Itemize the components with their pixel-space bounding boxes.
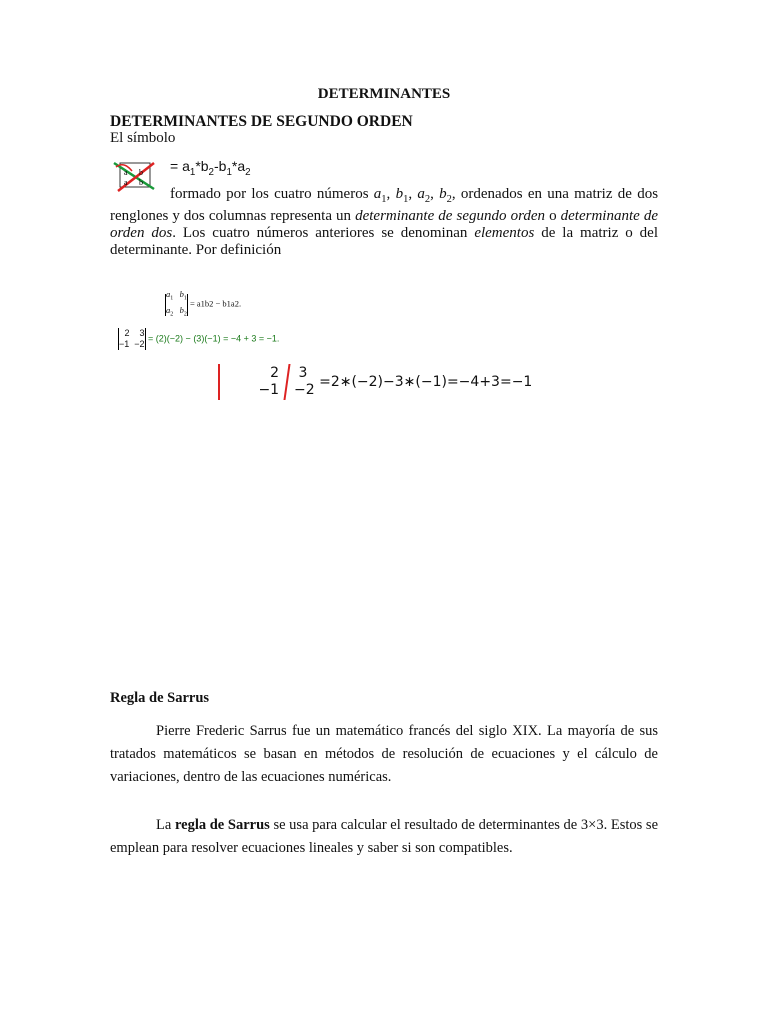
example-small: 2 3 −1 −2 = (2)(−2) − (3)(−1) = −4 + 3 = −1. <box>119 328 280 349</box>
para-bold: regla de Sarrus <box>174 817 270 833</box>
svg-text:b: b <box>139 178 143 187</box>
intro-text: El símbolo <box>110 130 176 146</box>
example-big: 2 −1 3 −2 =2∗(−2)−3∗(−1)=−4+3=−1 <box>218 364 532 400</box>
page-title: DETERMINANTES <box>317 86 451 102</box>
section-heading-sarrus: Regla de Sarrus <box>110 690 210 706</box>
paragraph-definition: formado por los cuatro números $a_1$, $b_1$, $a_2$, $b_2$, ordenados en una matriz de dos renglones y dos columnas representa un determinante de segundo orden o determinante de orden dos. Los cuatro números anteriores se denominan elementos de la matriz o del determinante. Por definición <box>110 186 659 258</box>
para-emphasis: determinante de orden dos <box>110 208 658 241</box>
definition-formula: $a_1$ $b_1$ $a_2$ $b_2 = a1b2 - b1a2$. <box>166 289 242 318</box>
svg-text:a: a <box>124 178 128 187</box>
para-emphasis: elementos <box>474 225 535 241</box>
section-heading: DETERMINANTES DE SEGUNDO ORDEN <box>110 113 413 130</box>
paragraph-sarrus-bio: Pierre Frederic Sarrus fue un matemático francés del siglo XIX. La mayoría de sus tratados matemáticos se basan en métodos de resolución de ecuaciones y el cálculo de variaciones, dentro de las ecuaciones numéricas. <box>110 723 658 785</box>
para-emphasis: determinante de segundo orden <box>355 208 546 224</box>
svg-text:a: a <box>124 168 128 177</box>
para-text: . Los cuatro números anteriores se denominan <box>172 225 475 241</box>
formula-definition: = $a_1*b_2-b_1*a_2$ <box>170 158 251 178</box>
paragraph-sarrus-rule <box>110 814 658 860</box>
para-text: La <box>156 817 175 833</box>
para-text: formado por los cuatro números <box>170 186 374 202</box>
example-small-text: = (2)(−2) − (3)(−1) = −4 + 3 = −1. <box>148 333 280 344</box>
example-big-text: =2∗(−2)−3∗(−1)=−4+3=−1 <box>319 374 533 390</box>
para-text: o <box>545 208 561 224</box>
para-text: se usa para calcular el resultado de determinantes de 3×3. Estos se emplean para resolver ecuaciones lineales y saber si son compatibles. <box>110 817 659 856</box>
para-text: , ordenados en una matriz de dos renglones y dos columnas representa un <box>110 186 659 224</box>
definition-text: = a1b2 − b1a2. <box>189 298 242 309</box>
svg-text:b: b <box>139 168 143 177</box>
para-text: de la matriz o del determinante. Por definición <box>110 225 659 258</box>
